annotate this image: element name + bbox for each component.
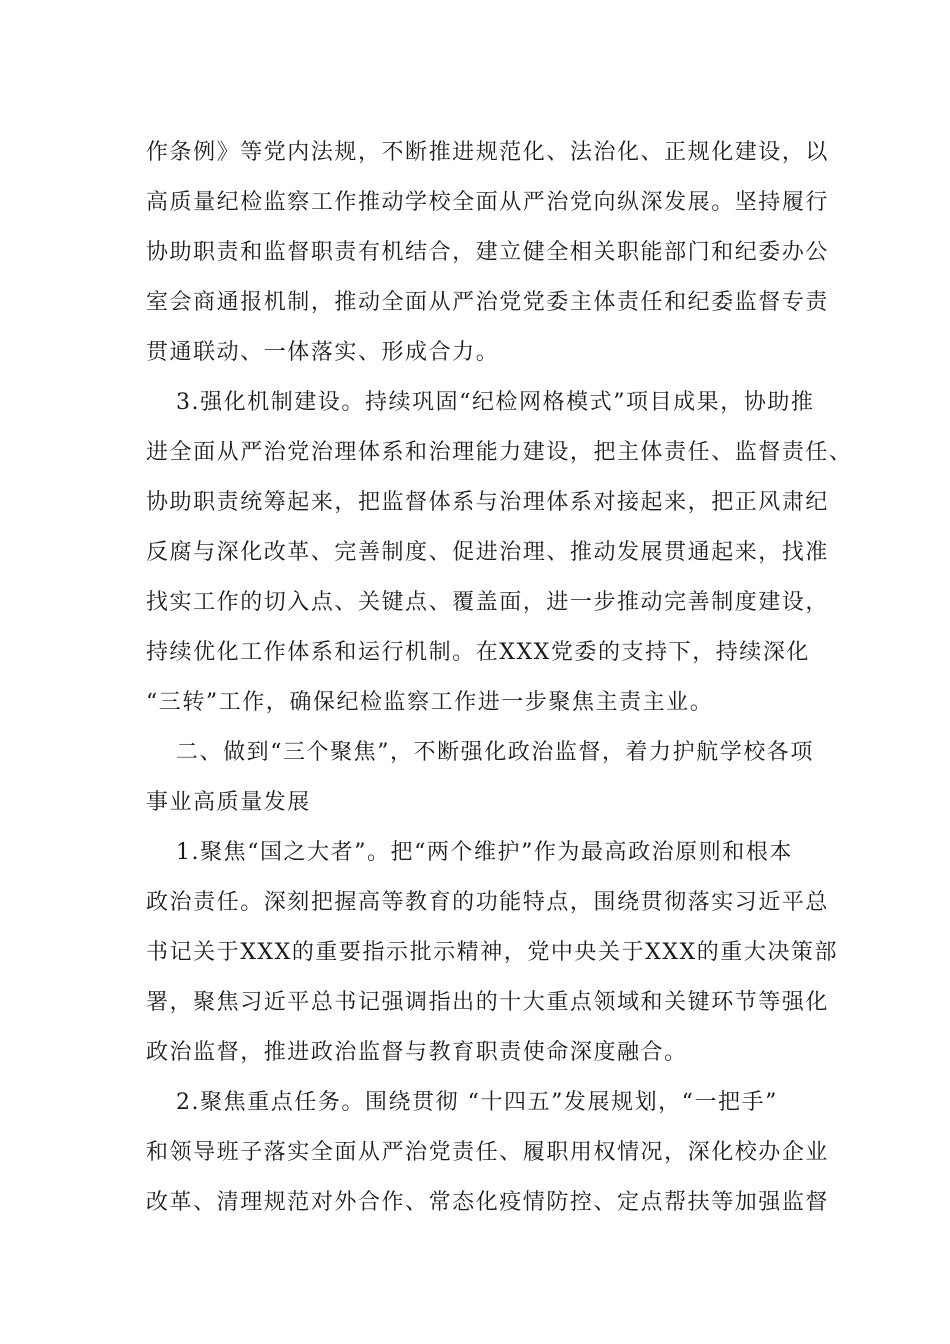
text-line: “三转”工作，确保纪检监察工作进一步聚焦主责主业。 <box>146 690 714 715</box>
text-line: 作条例》等党内法规，不断推进规范化、法治化、正规化建设，以 <box>146 140 829 165</box>
text-line: 书记关于XXX的重要指示批示精神，党中央关于XXX的重大决策部 <box>146 940 839 965</box>
text-line: 贯通联动、一体落实、形成合力。 <box>146 340 500 365</box>
text-line: 进全面从严治党治理体系和治理能力建设，把主体责任、监督责任、 <box>146 440 853 465</box>
text-line: 协助职责统筹起来，把监督体系与治理体系对接起来，把正风肃纪 <box>146 490 829 515</box>
text-line: 政治监督，推进政治监督与教育职责使命深度融合。 <box>146 1040 688 1065</box>
text-line: 2.聚焦重点任务。围绕贯彻 “十四五”发展规划，“一把手” <box>176 1090 778 1115</box>
text-line: 协助职责和监督职责有机结合，建立健全相关职能部门和纪委办公 <box>146 240 829 265</box>
section-heading: 二、做到“三个聚焦”，不断强化政治监督，着力护航学校各项 <box>176 740 814 765</box>
text-line: 找实工作的切入点、关键点、覆盖面，进一步推动完善制度建设， <box>146 590 829 615</box>
text-line: 持续优化工作体系和运行机制。在XXX党委的支持下，持续深化 <box>146 640 810 665</box>
text-line: 署，聚焦习近平总书记强调指出的十大重点领域和关键环节等强化 <box>146 990 829 1015</box>
text-line: 高质量纪检监察工作推动学校全面从严治党向纵深发展。坚持履行 <box>146 190 829 215</box>
text-line: 1.聚焦“国之大者”。把“两个维护”作为最高政治原则和根本 <box>176 840 793 865</box>
section-heading: 事业高质量发展 <box>146 790 311 815</box>
text-line: 改革、清理规范对外合作、常态化疫情防控、定点帮扶等加强监督 <box>146 1190 829 1215</box>
text-line: 和领导班子落实全面从严治党责任、履职用权情况，深化校办企业 <box>146 1140 829 1165</box>
text-line: 室会商通报机制，推动全面从严治党党委主体责任和纪委监督专责 <box>146 290 829 315</box>
text-line: 3.强化机制建设。持续巩固“纪检网格模式”项目成果，协助推 <box>176 390 815 415</box>
text-line: 反腐与深化改革、完善制度、促进治理、推动发展贯通起来，找准 <box>146 540 829 565</box>
text-line: 政治责任。深刻把握高等教育的功能特点，围绕贯彻落实习近平总 <box>146 890 829 915</box>
